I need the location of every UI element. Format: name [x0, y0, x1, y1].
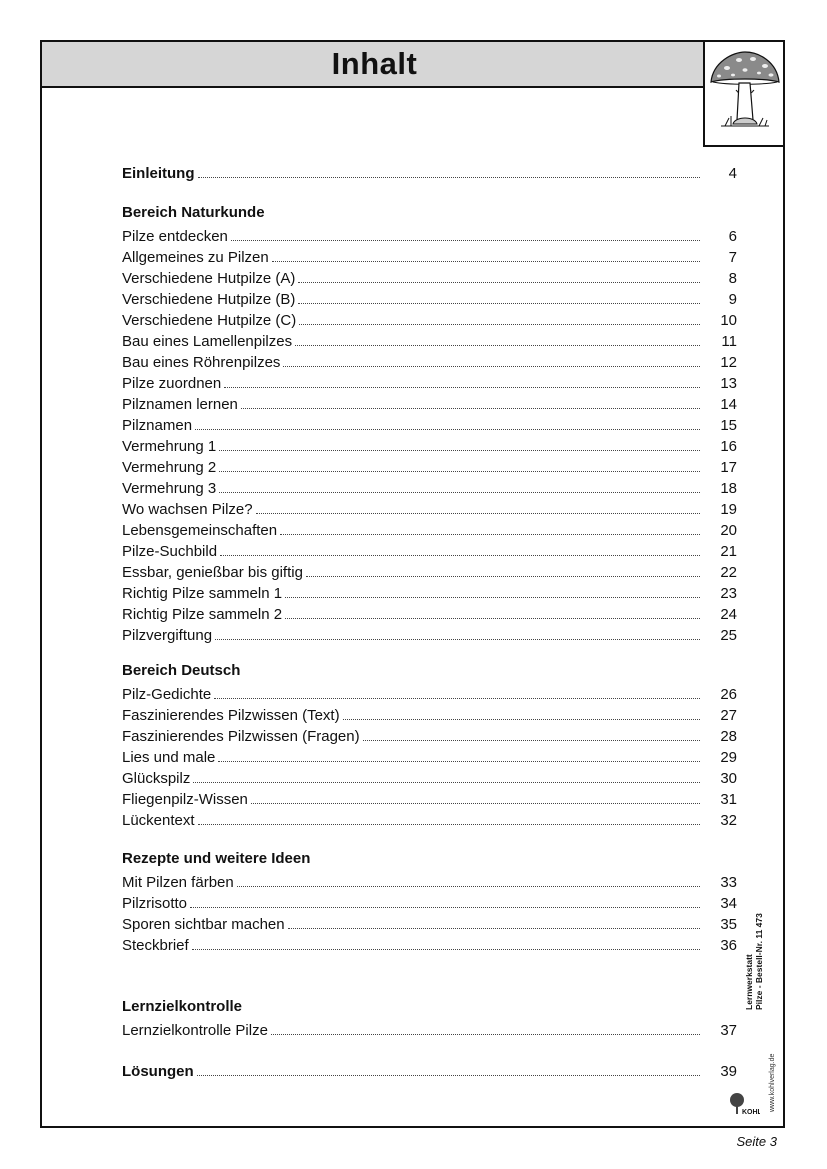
toc-entry-title: Pilze entdecken — [122, 228, 228, 245]
toc-entry-title: Vermehrung 3 — [122, 480, 217, 497]
toc-page-number: 27 — [720, 707, 737, 724]
toc-page-number: 15 — [720, 417, 737, 434]
toc-entry-title: Verschiedene Hutpilze (B) — [122, 291, 296, 308]
toc-dot-leader — [256, 512, 700, 514]
toc-entry[interactable] — [122, 540, 737, 560]
toc-entry[interactable] — [122, 1019, 737, 1039]
toc-page-number: 18 — [720, 480, 737, 497]
mushroom-icon — [707, 48, 781, 138]
toc-entry[interactable] — [122, 892, 737, 912]
toc-entry-title: Mit Pilzen färben — [122, 874, 234, 891]
toc-entry[interactable] — [122, 582, 737, 602]
toc-dot-leader — [190, 906, 700, 908]
toc-entry[interactable] — [122, 393, 737, 413]
toc-entry-title: Pilznamen — [122, 417, 193, 434]
toc-entry-title: Pilz-Gedichte — [122, 686, 212, 703]
toc-dot-leader — [363, 739, 700, 741]
toc-dot-leader — [251, 802, 700, 804]
toc-entry-title: Pilzvergiftung — [122, 627, 213, 644]
toc-entry[interactable] — [122, 683, 737, 703]
toc-entry[interactable] — [122, 225, 737, 245]
toc-page-number: 24 — [720, 606, 737, 623]
toc-entry[interactable] — [122, 561, 737, 581]
toc-dot-leader — [241, 407, 700, 409]
toc-page-number: 39 — [720, 1063, 737, 1080]
toc-entry[interactable] — [122, 603, 737, 623]
toc-dot-leader — [214, 697, 700, 699]
toc-entry[interactable] — [122, 456, 737, 476]
toc-page-number: 9 — [728, 291, 737, 308]
toc-entry-title: Glückspilz — [122, 770, 191, 787]
toc-page-number: 33 — [720, 874, 737, 891]
toc-entry-title: Pilzrisotto — [122, 895, 188, 912]
publisher-logo — [728, 1090, 760, 1120]
toc-dot-leader — [219, 449, 700, 451]
toc-entry-title: Lückentext — [122, 812, 195, 829]
toc-entry-title: Steckbrief — [122, 937, 189, 954]
toc-entry-title: Essbar, genießbar bis giftig — [122, 564, 303, 581]
toc-entry-title: Bau eines Röhrenpilzes — [122, 354, 281, 371]
toc-dot-leader — [231, 239, 700, 241]
toc-entry[interactable] — [122, 351, 737, 371]
toc-dot-leader — [192, 948, 700, 950]
toc-entry[interactable] — [122, 1060, 737, 1080]
toc-entry-title: Einleitung — [122, 165, 195, 182]
toc-entry-title: Fliegenpilz-Wissen — [122, 791, 248, 808]
toc-entry-title: Pilze-Suchbild — [122, 543, 218, 560]
toc-entry-title: Bau eines Lamellenpilzes — [122, 333, 293, 350]
toc-page-number: 36 — [720, 937, 737, 954]
credit-line-1: Lernwerkstatt — [744, 954, 754, 1010]
toc-dot-leader — [219, 470, 700, 472]
toc-page-number: 35 — [720, 916, 737, 933]
toc-entry-title: Pilznamen lernen — [122, 396, 238, 413]
toc-dot-leader — [295, 344, 700, 346]
toc-entry-title: Wo wachsen Pilze? — [122, 501, 253, 518]
toc-page-number: 13 — [720, 375, 737, 392]
toc-dot-leader — [272, 260, 700, 262]
toc-dot-leader — [271, 1033, 700, 1035]
toc-dot-leader — [215, 638, 700, 640]
mushroom-illustration-box — [703, 40, 785, 147]
publisher-url: www.kohlverlag.de — [769, 1053, 776, 1112]
toc-section-heading: Rezepte und weitere Ideen — [122, 850, 311, 867]
toc-page-number: 4 — [728, 165, 737, 182]
toc-entry-title: Richtig Pilze sammeln 2 — [122, 606, 283, 623]
toc-page-number: 11 — [721, 333, 737, 350]
toc-page-number: 12 — [720, 354, 737, 371]
toc-entry-title: Richtig Pilze sammeln 1 — [122, 585, 283, 602]
toc-entry-title: Lies und male — [122, 749, 216, 766]
toc-entry-title: Pilze zuordnen — [122, 375, 222, 392]
page-title: Inhalt — [331, 46, 418, 81]
tree-logo-icon — [728, 1090, 760, 1120]
toc-dot-leader — [219, 491, 700, 493]
toc-dot-leader — [283, 365, 700, 367]
toc-page-number: 8 — [728, 270, 737, 287]
toc-page-number: 28 — [720, 728, 737, 745]
toc-dot-leader — [198, 176, 700, 178]
toc-dot-leader — [218, 760, 700, 762]
toc-section-heading: Lernzielkontrolle — [122, 998, 243, 1015]
toc-page-number: 21 — [720, 543, 737, 560]
toc-page-number: 23 — [720, 585, 737, 602]
toc-entry[interactable] — [122, 309, 737, 329]
toc-dot-leader — [195, 428, 700, 430]
toc-entry[interactable] — [122, 435, 737, 455]
toc-entry[interactable] — [122, 871, 737, 891]
toc-page-number: 10 — [720, 312, 737, 329]
toc-dot-leader — [197, 1074, 700, 1076]
toc-dot-leader — [198, 823, 700, 825]
toc-dot-leader — [298, 302, 700, 304]
toc-dot-leader — [298, 281, 700, 283]
toc-section-heading: Bereich Naturkunde — [122, 204, 265, 221]
toc-entry-title: Lernzielkontrolle Pilze — [122, 1022, 268, 1039]
toc-entry-title: Lösungen — [122, 1063, 194, 1080]
toc-entry[interactable] — [122, 788, 737, 808]
toc-page-number: 22 — [720, 564, 737, 581]
toc-page-number: 32 — [720, 812, 737, 829]
toc-dot-leader — [306, 575, 700, 577]
toc-page-number: 20 — [720, 522, 737, 539]
toc-page-number: 34 — [720, 895, 737, 912]
toc-entry[interactable] — [122, 746, 737, 766]
toc-page-number: 26 — [720, 686, 737, 703]
toc-page-number: 14 — [720, 396, 737, 413]
toc-page-number: 16 — [720, 438, 737, 455]
toc-entry[interactable] — [122, 624, 737, 644]
toc-entry[interactable] — [122, 725, 737, 745]
toc-dot-leader — [193, 781, 700, 783]
toc-entry-title: Vermehrung 2 — [122, 459, 217, 476]
toc-entry[interactable] — [122, 330, 737, 350]
toc-dot-leader — [285, 617, 700, 619]
toc-page-number: 30 — [720, 770, 737, 787]
toc-dot-leader — [220, 554, 700, 556]
toc-section-heading: Bereich Deutsch — [122, 662, 241, 679]
toc-page-number: 17 — [720, 459, 737, 476]
toc-entry-title: Verschiedene Hutpilze (A) — [122, 270, 296, 287]
toc-dot-leader — [299, 323, 700, 325]
toc-entry[interactable] — [122, 288, 737, 308]
toc-entry-title: Verschiedene Hutpilze (C) — [122, 312, 297, 329]
toc-entry[interactable] — [122, 372, 737, 392]
toc-entry[interactable] — [122, 519, 737, 539]
toc-entry-title: Faszinierendes Pilzwissen (Fragen) — [122, 728, 360, 745]
toc-entry[interactable] — [122, 477, 737, 497]
toc-page-number: 37 — [720, 1022, 737, 1039]
toc-entry[interactable] — [122, 809, 737, 829]
toc-entry[interactable] — [122, 246, 737, 266]
toc-dot-leader — [343, 718, 700, 720]
toc-entry-title: Vermehrung 1 — [122, 438, 217, 455]
toc-entry[interactable] — [122, 934, 737, 954]
toc-entry-title: Sporen sichtbar machen — [122, 916, 285, 933]
toc-entry-title: Faszinierendes Pilzwissen (Text) — [122, 707, 340, 724]
page-number: Seite 3 — [736, 1134, 777, 1149]
toc-entry[interactable] — [122, 498, 737, 518]
toc-entry[interactable] — [122, 414, 737, 434]
toc-dot-leader — [285, 596, 700, 598]
toc-dot-leader — [288, 927, 700, 929]
toc-dot-leader — [224, 386, 700, 388]
toc-entry-title: Lebensgemeinschaften — [122, 522, 278, 539]
toc-dot-leader — [237, 885, 700, 887]
toc-entry[interactable] — [122, 913, 737, 933]
toc-page-number: 31 — [720, 791, 737, 808]
toc-dot-leader — [280, 533, 700, 535]
toc-page-number: 19 — [720, 501, 737, 518]
toc-entry[interactable] — [122, 267, 737, 287]
publisher-credit — [744, 913, 764, 1010]
toc-page-number: 7 — [728, 249, 737, 266]
toc-entry-title: Allgemeines zu Pilzen — [122, 249, 269, 266]
toc-page-number: 25 — [720, 627, 737, 644]
toc-page-number: 29 — [720, 749, 737, 766]
credit-line-2: Pilze - Bestell-Nr. 11 473 — [754, 913, 764, 1010]
toc-page-number: 6 — [728, 228, 737, 245]
toc-entry[interactable] — [122, 704, 737, 724]
title-bar — [42, 42, 707, 88]
toc-entry[interactable] — [122, 767, 737, 787]
logo-text: KOHL — [742, 1109, 760, 1116]
toc-entry[interactable] — [122, 162, 737, 182]
